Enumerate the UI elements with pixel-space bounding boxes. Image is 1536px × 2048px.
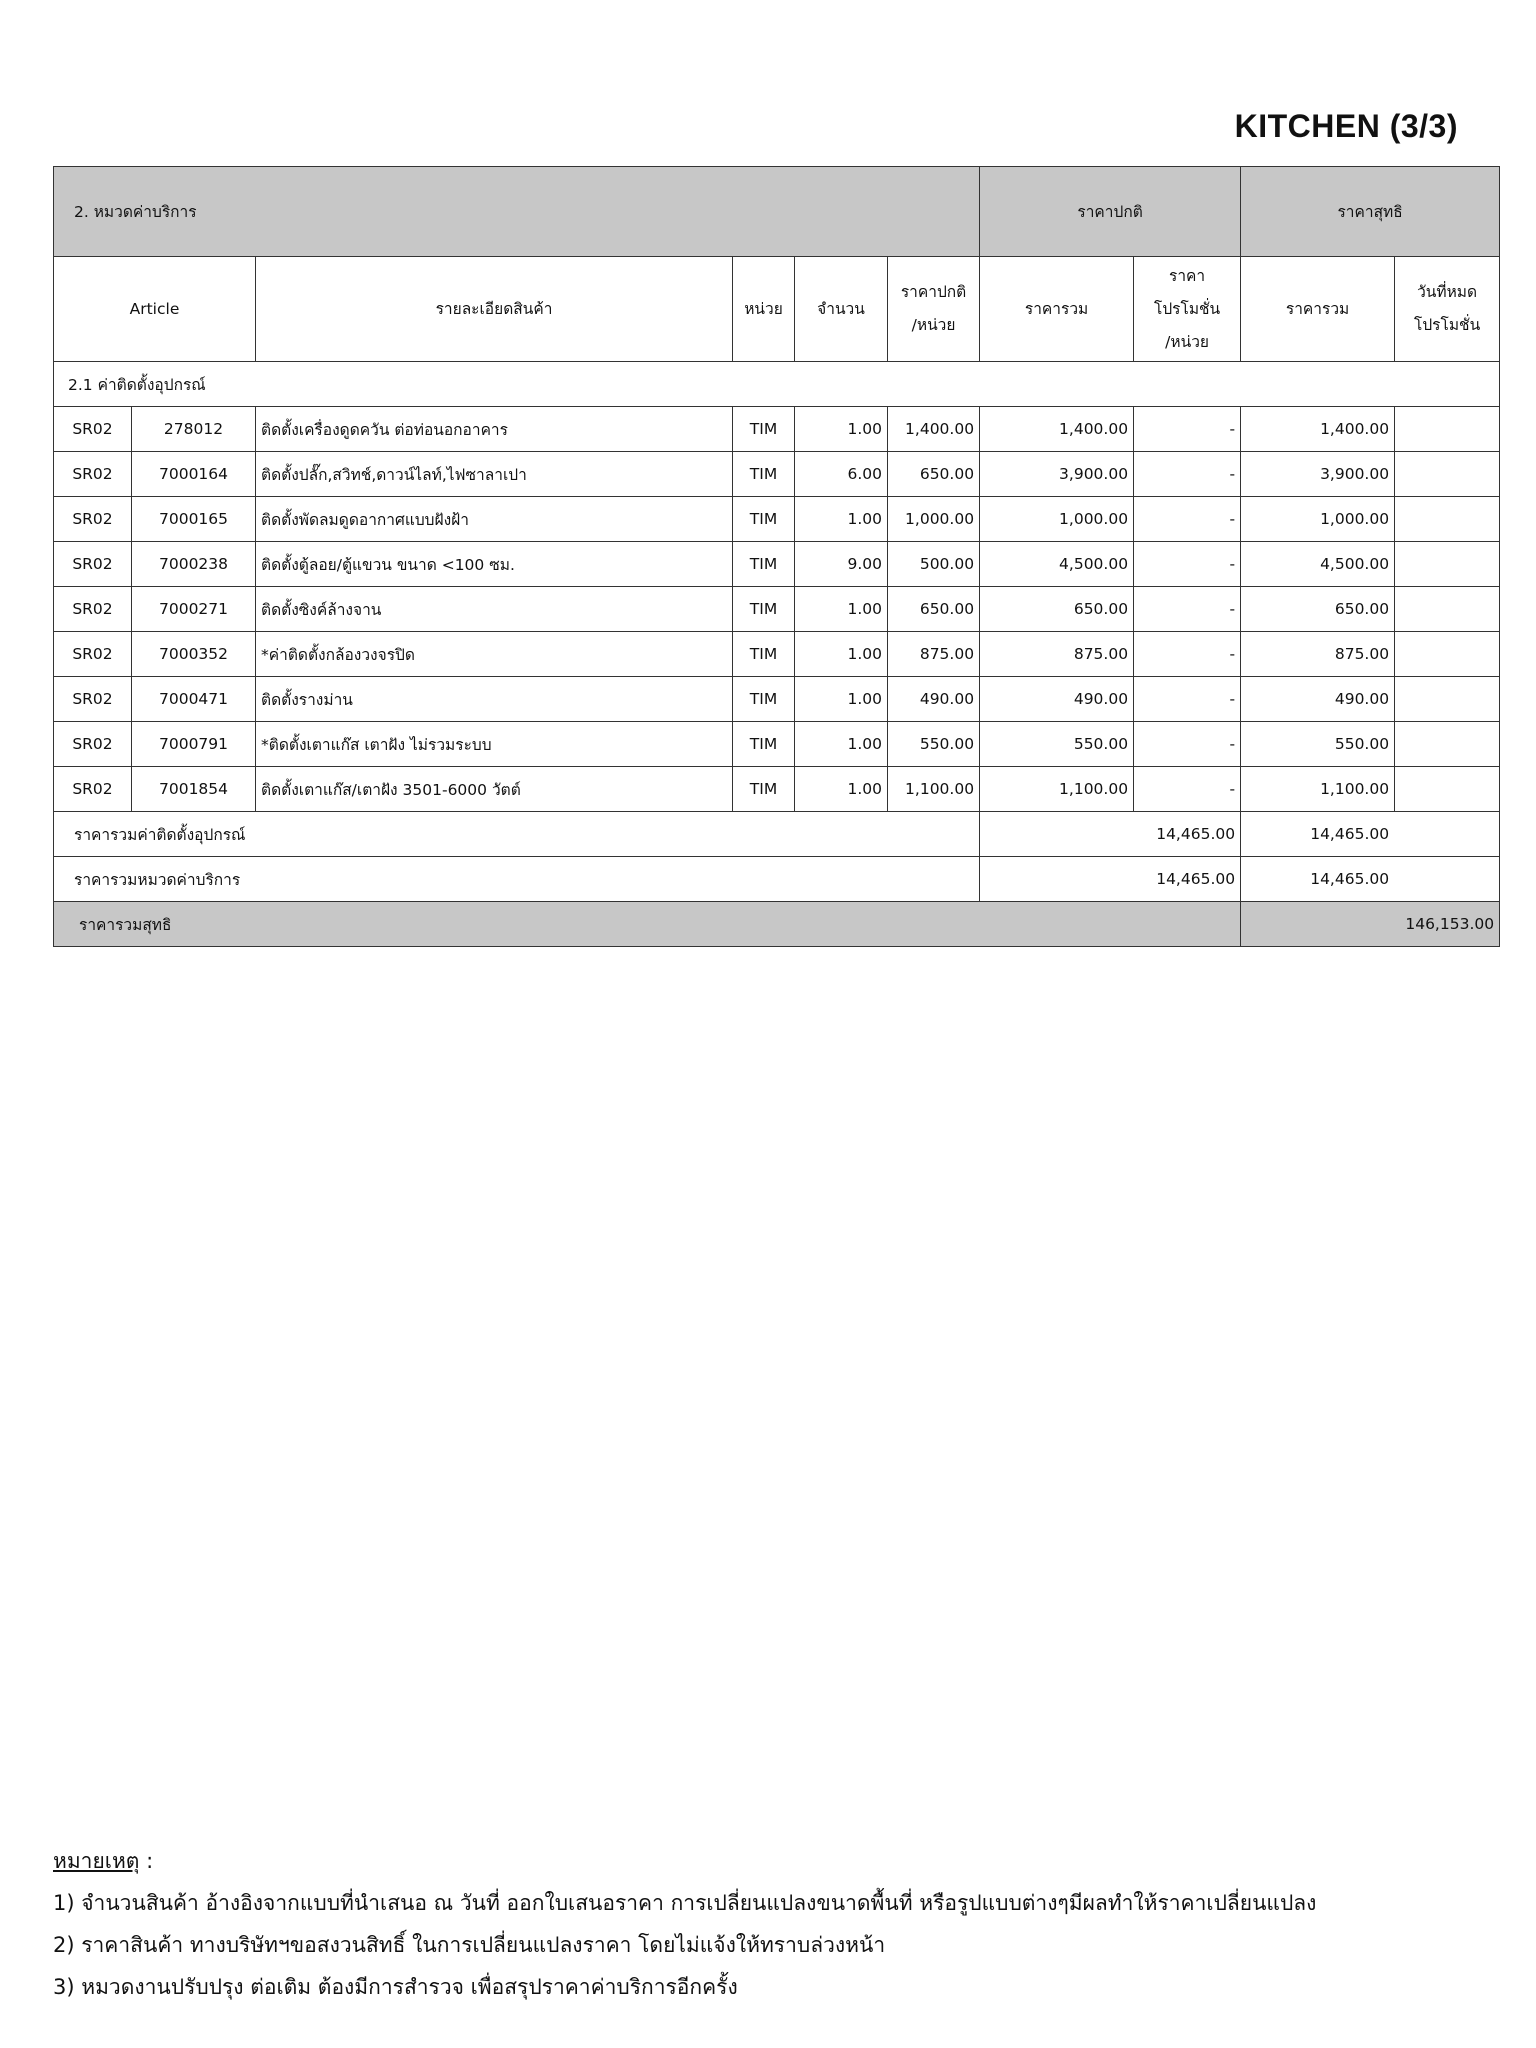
table-row [54, 722, 1500, 767]
item-description: *ค่าติดตั้งกล้องวงจรปิด [256, 632, 733, 677]
subtotal-section-net: 14,465.00 [1310, 825, 1390, 843]
item-promo-end [1395, 722, 1500, 767]
item-unit-price: 500.00 [888, 542, 980, 587]
item-unit: TIM [733, 407, 795, 452]
item-promo-price: - [1134, 452, 1241, 497]
item-article: 7001854 [132, 767, 256, 812]
col-promo-end: วันที่หมด โปรโมชั่น [1395, 257, 1500, 362]
item-unit: TIM [733, 677, 795, 722]
category-label: 2. หมวดค่าบริการ [54, 167, 980, 257]
item-net-total: 3,900.00 [1241, 452, 1395, 497]
col-normal-total: ราคารวม [980, 257, 1134, 362]
table-row [54, 542, 1500, 587]
subtotal-category-normal: 14,465.00 [980, 857, 1241, 902]
item-net-total: 1,100.00 [1241, 767, 1395, 812]
item-net-total: 1,400.00 [1241, 407, 1395, 452]
table-row [54, 407, 1500, 452]
item-article: 278012 [132, 407, 256, 452]
subtotal-category-net: 14,465.00 [1310, 870, 1390, 888]
item-article: 7000238 [132, 542, 256, 587]
item-promo-price: - [1134, 542, 1241, 587]
notes [53, 1840, 1316, 2008]
grand-total-label: ราคารวมสุทธิ [54, 902, 1241, 947]
subtotal-category-row [54, 857, 1500, 902]
item-unit: TIM [733, 632, 795, 677]
item-total: 3,900.00 [980, 452, 1134, 497]
item-net-total: 1,000.00 [1241, 497, 1395, 542]
item-net-total: 4,500.00 [1241, 542, 1395, 587]
item-net-total: 875.00 [1241, 632, 1395, 677]
col-quantity: จำนวน [795, 257, 888, 362]
item-unit-price: 1,400.00 [888, 407, 980, 452]
item-promo-end [1395, 542, 1500, 587]
col-unit: หน่วย [733, 257, 795, 362]
subtotal-category-net-cell [1241, 857, 1500, 902]
item-article: 7000165 [132, 497, 256, 542]
item-unit: TIM [733, 542, 795, 587]
item-net-total: 550.00 [1241, 722, 1395, 767]
note-line: 3) หมวดงานปรับปรุง ต่อเติม ต้องมีการสำรวจ เพื่อสรุปราคาค่าบริการอีกครั้ง [53, 1975, 738, 1999]
item-article: 7000271 [132, 587, 256, 632]
item-promo-price: - [1134, 497, 1241, 542]
note-line: 2) ราคาสินค้า ทางบริษัทฯขอสงวนสิทธิ์ ในการเปลี่ยนแปลงราคา โดยไม่แจ้งให้ทราบล่วงหน้า [53, 1933, 886, 1957]
item-rows [54, 407, 1500, 812]
item-unit: TIM [733, 722, 795, 767]
item-type: SR02 [54, 497, 132, 542]
normal-price-group-header: ราคาปกติ [980, 167, 1241, 257]
item-unit-price: 490.00 [888, 677, 980, 722]
item-quantity: 1.00 [795, 497, 888, 542]
item-quantity: 9.00 [795, 542, 888, 587]
item-unit: TIM [733, 497, 795, 542]
item-promo-end [1395, 587, 1500, 632]
item-promo-end [1395, 677, 1500, 722]
table-row [54, 587, 1500, 632]
item-article: 7000471 [132, 677, 256, 722]
item-total: 490.00 [980, 677, 1134, 722]
section-row [54, 362, 1500, 407]
item-quantity: 1.00 [795, 767, 888, 812]
item-total: 650.00 [980, 587, 1134, 632]
quotation-table [53, 166, 1500, 947]
item-description: ติดตั้งรางม่าน [256, 677, 733, 722]
item-promo-price: - [1134, 767, 1241, 812]
item-total: 1,100.00 [980, 767, 1134, 812]
item-total: 4,500.00 [980, 542, 1134, 587]
table-row [54, 677, 1500, 722]
section-label: 2.1 ค่าติดตั้งอุปกรณ์ [54, 362, 1500, 407]
item-promo-price: - [1134, 587, 1241, 632]
item-unit-price: 650.00 [888, 452, 980, 497]
col-net-total: ราคารวม [1241, 257, 1395, 362]
subtotal-section-label: ราคารวมค่าติดตั้งอุปกรณ์ [54, 812, 980, 857]
item-unit-price: 1,100.00 [888, 767, 980, 812]
item-net-total: 650.00 [1241, 587, 1395, 632]
item-total: 550.00 [980, 722, 1134, 767]
item-quantity: 1.00 [795, 587, 888, 632]
item-unit-price: 650.00 [888, 587, 980, 632]
category-header-row [54, 167, 1500, 257]
page-title: KITCHEN (3/3) [1234, 108, 1458, 144]
item-description: ติดตั้งเครื่องดูดควัน ต่อท่อนอกอาคาร [256, 407, 733, 452]
net-price-group-header: ราคาสุทธิ [1241, 167, 1500, 257]
item-total: 875.00 [980, 632, 1134, 677]
item-description: ติดตั้งเตาแก๊ส/เตาฝัง 3501-6000 วัตต์ [256, 767, 733, 812]
item-quantity: 1.00 [795, 632, 888, 677]
subtotal-section-net-cell [1241, 812, 1500, 857]
item-type: SR02 [54, 677, 132, 722]
item-total: 1,000.00 [980, 497, 1134, 542]
col-unit-price: ราคาปกติ /หน่วย [888, 257, 980, 362]
notes-title: หมายเหตุ [53, 1849, 140, 1873]
item-quantity: 1.00 [795, 407, 888, 452]
item-quantity: 1.00 [795, 677, 888, 722]
note-line: 1) จำนวนสินค้า อ้างอิงจากแบบที่นำเสนอ ณ วันที่ ออกใบเสนอราคา การเปลี่ยนแปลงขนาดพื้นที่ หรือรูปแบบต่างๆมีผลทำให้ราคาเปลี่ยนแปลง [53, 1891, 1317, 1915]
subtotal-section-normal: 14,465.00 [980, 812, 1241, 857]
item-promo-end [1395, 767, 1500, 812]
item-quantity: 6.00 [795, 452, 888, 497]
item-description: ติดตั้งปลั๊ก,สวิทช์,ดาวน์ไลท์,ไฟซาลาเปา [256, 452, 733, 497]
table-row [54, 497, 1500, 542]
item-unit-price: 550.00 [888, 722, 980, 767]
subtotal-category-label: ราคารวมหมวดค่าบริการ [54, 857, 980, 902]
col-description: รายละเอียดสินค้า [256, 257, 733, 362]
item-promo-price: - [1134, 407, 1241, 452]
item-description: ติดตั้งซิงค์ล้างจาน [256, 587, 733, 632]
grand-total-row [54, 902, 1500, 947]
item-type: SR02 [54, 632, 132, 677]
notes-title-line: หมายเหตุ : [53, 1849, 154, 1873]
item-unit: TIM [733, 452, 795, 497]
item-type: SR02 [54, 452, 132, 497]
item-description: *ติดตั้งเตาแก๊ส เตาฝัง ไม่รวมระบบ [256, 722, 733, 767]
col-promo-price: ราคา โปรโมชั่น /หน่วย [1134, 257, 1241, 362]
item-type: SR02 [54, 767, 132, 812]
item-description: ติดตั้งตู้ลอย/ตู้แขวน ขนาด <100 ซม. [256, 542, 733, 587]
item-promo-price: - [1134, 632, 1241, 677]
item-unit: TIM [733, 767, 795, 812]
item-promo-price: - [1134, 722, 1241, 767]
item-unit: TIM [733, 587, 795, 632]
item-unit-price: 1,000.00 [888, 497, 980, 542]
item-promo-end [1395, 497, 1500, 542]
table-row [54, 632, 1500, 677]
item-total: 1,400.00 [980, 407, 1134, 452]
item-article: 7000352 [132, 632, 256, 677]
item-description: ติดตั้งพัดลมดูดอากาศแบบฝังฝ้า [256, 497, 733, 542]
col-article: Article [54, 257, 256, 362]
item-type: SR02 [54, 722, 132, 767]
item-promo-end [1395, 632, 1500, 677]
subtotal-section-row [54, 812, 1500, 857]
item-type: SR02 [54, 587, 132, 632]
item-promo-end [1395, 407, 1500, 452]
table-row [54, 767, 1500, 812]
item-type: SR02 [54, 407, 132, 452]
table-row [54, 452, 1500, 497]
item-article: 7000791 [132, 722, 256, 767]
grand-total-value: 146,153.00 [1241, 902, 1500, 947]
item-article: 7000164 [132, 452, 256, 497]
item-net-total: 490.00 [1241, 677, 1395, 722]
item-quantity: 1.00 [795, 722, 888, 767]
item-promo-end [1395, 452, 1500, 497]
item-promo-price: - [1134, 677, 1241, 722]
item-type: SR02 [54, 542, 132, 587]
item-unit-price: 875.00 [888, 632, 980, 677]
column-header-row [54, 257, 1500, 362]
